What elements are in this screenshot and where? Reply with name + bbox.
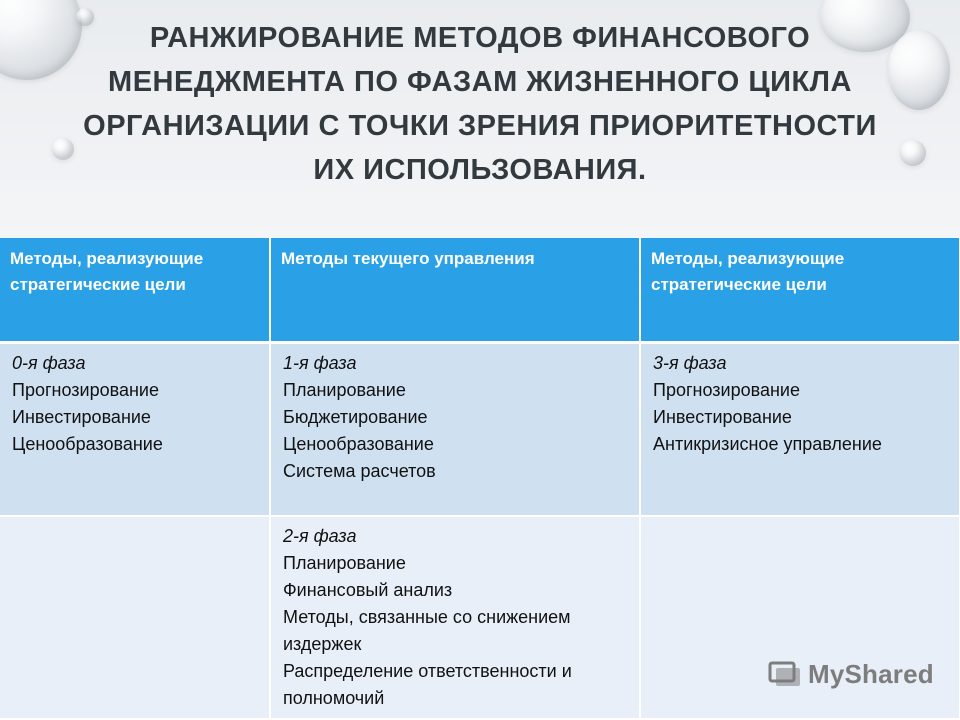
table-cell xyxy=(270,516,640,719)
method-item: Методы, связанные со снижением издержек xyxy=(283,607,571,654)
title-line: МЕНЕДЖМЕНТА ПО ФАЗАМ ЖИЗНЕННОГО ЦИКЛА xyxy=(108,66,852,98)
method-item: Ценообразование xyxy=(283,433,434,454)
method-item: Система расчетов xyxy=(283,460,436,481)
method-item: Планирование xyxy=(283,379,406,400)
method-item: Бюджетирование xyxy=(283,406,428,427)
method-item: Распределение ответственности и полномочий xyxy=(283,661,572,708)
phase-label: 3-я фаза xyxy=(653,352,727,373)
title-line: ОРГАНИЗАЦИИ С ТОЧКИ ЗРЕНИЯ ПРИОРИТЕТНОСТИ xyxy=(83,110,877,142)
header-current-methods: Методы текущего управления xyxy=(270,238,640,342)
method-item: Ценообразование xyxy=(12,433,163,454)
table-cell-empty xyxy=(0,516,270,719)
table-cell xyxy=(640,342,960,516)
phase-label: 1-я фаза xyxy=(283,352,357,373)
method-item: Инвестирование xyxy=(12,406,151,427)
method-item: Планирование xyxy=(283,553,406,573)
table-row xyxy=(0,342,960,516)
table-header-row xyxy=(0,238,960,342)
method-item: Антикризисное управление xyxy=(653,433,882,454)
methods-table xyxy=(0,238,960,720)
slide-title xyxy=(20,16,940,192)
watermark-text: MyShared xyxy=(808,658,934,689)
myshared-logo-icon xyxy=(768,659,802,689)
header-strategic-methods: Методы, реализующие стратегические цели xyxy=(0,238,270,342)
method-item: Прогнозирование xyxy=(653,379,800,400)
table-cell xyxy=(270,342,640,516)
title-line: РАНЖИРОВАНИЕ МЕТОДОВ ФИНАНСОВОГО xyxy=(149,22,811,54)
phase-label: 2-я фаза xyxy=(283,526,357,546)
method-item: Инвестирование xyxy=(653,406,792,427)
table-cell xyxy=(0,342,270,516)
myshared-watermark xyxy=(768,656,934,692)
header-strategic-methods-2: Методы, реализующие стратегические цели xyxy=(640,238,960,342)
method-item: Прогнозирование xyxy=(12,379,159,400)
phase-label: 0-я фаза xyxy=(12,352,86,373)
method-item: Финансовый анализ xyxy=(283,580,453,600)
title-line: ИХ ИСПОЛЬЗОВАНИЯ. xyxy=(313,154,647,186)
